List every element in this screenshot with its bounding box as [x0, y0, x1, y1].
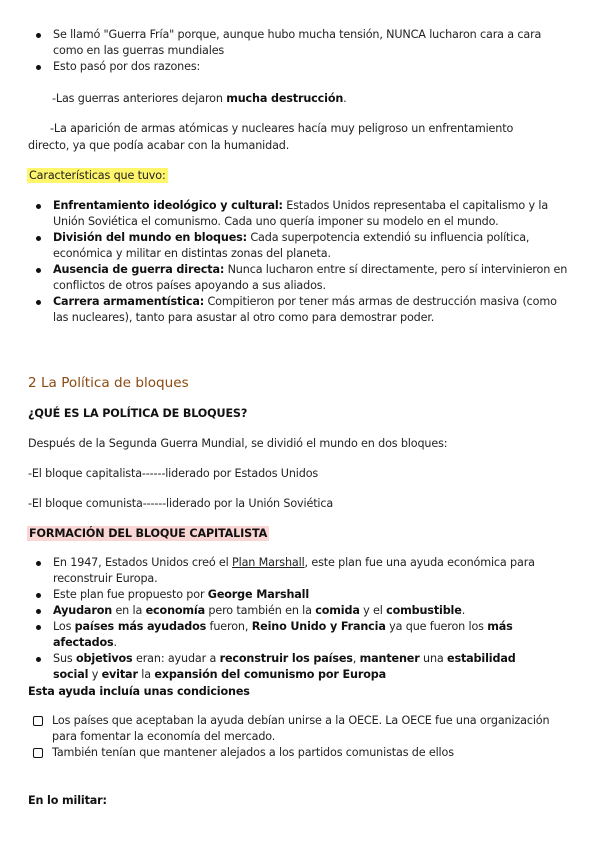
marshall-plan-list — [27, 555, 547, 683]
conditions-checklist — [30, 713, 555, 761]
bloc-communist: -El bloque comunista------liderado por la Unión Soviética — [28, 497, 334, 510]
characteristics-list — [27, 198, 575, 326]
checkbox[interactable] — [33, 748, 43, 758]
list-item: Enfrentamiento ideológico y cultural: Estados Unidos representaba el capitalismo y la Unión Soviética el comunismo. Cada uno quería imponer su modelo en el mundo. — [27, 198, 575, 230]
list-item: Ausencia de guerra directa: Nunca lucharon entre sí directamente, pero sí intervinieron en conflictos de otros países apoyando a sus aliados. — [27, 262, 575, 294]
list-item: Ayudaron en la economía pero también en la comida y el combustible. — [27, 603, 547, 619]
list-item: Sus objetivos eran: ayudar a reconstruir los países, mantener una estabilidad social y evitar la expansión del comunismo por Europa — [27, 651, 547, 683]
intro-bullet-list — [27, 27, 547, 75]
conditions-heading: Esta ayuda incluía unas condiciones — [28, 685, 250, 698]
plan-marshall-link[interactable]: Plan Marshall — [232, 556, 305, 569]
checklist-item: También tenían que mantener alejados a los partidos comunistas de ellos — [30, 745, 555, 761]
list-item: Carrera armamentística: Compitieron por tener más armas de destrucción masiva (como las nucleares), tanto para asustar al otro como para demostrar poder. — [27, 294, 575, 326]
list-item: Este plan fue propuesto por George Marshall — [27, 587, 547, 603]
list-item: Los países más ayudados fueron, Reino Unido y Francia ya que fueron los más afectados. — [27, 619, 547, 651]
capitalist-bloc-heading: FORMACIÓN DEL BLOQUE CAPITALISTA — [29, 527, 268, 540]
reason-destruction: -Las guerras anteriores dejaron mucha destrucción. — [52, 92, 347, 105]
reason-nuclear-line2: directo, ya que podía acabar con la humanidad. — [28, 139, 290, 152]
section-intro: Después de la Segunda Guerra Mundial, se dividió el mundo en dos bloques: — [28, 437, 448, 450]
checkbox[interactable] — [33, 716, 43, 726]
list-item: División del mundo en bloques: Cada superpotencia extendió su influencia política, económica y militar en distintas zonas del planeta. — [27, 230, 575, 262]
section-title: 2 La Política de bloques — [28, 375, 189, 391]
reason-nuclear-line1: -La aparición de armas atómicas y nucleares hacía muy peligroso un enfrentamiento — [50, 122, 514, 135]
bloc-capitalist: -El bloque capitalista------liderado por Estados Unidos — [28, 467, 319, 480]
military-heading: En lo militar: — [28, 794, 107, 807]
checklist-item: Los países que aceptaban la ayuda debían unirse a la OECE. La OECE fue una organización para fomentar la economía del mercado. — [30, 713, 555, 745]
characteristics-heading: Características que tuvo: — [29, 169, 166, 182]
list-item: En 1947, Estados Unidos creó el Plan Marshall, este plan fue una ayuda económica para reconstruir Europa. — [27, 555, 547, 587]
section-question: ¿QUÉ ES LA POLÍTICA DE BLOQUES? — [28, 407, 248, 420]
list-item: Esto pasó por dos razones: — [27, 59, 547, 75]
list-item: Se llamó "Guerra Fría" porque, aunque hubo mucha tensión, NUNCA lucharon cara a cara como en las guerras mundiales — [27, 27, 547, 59]
